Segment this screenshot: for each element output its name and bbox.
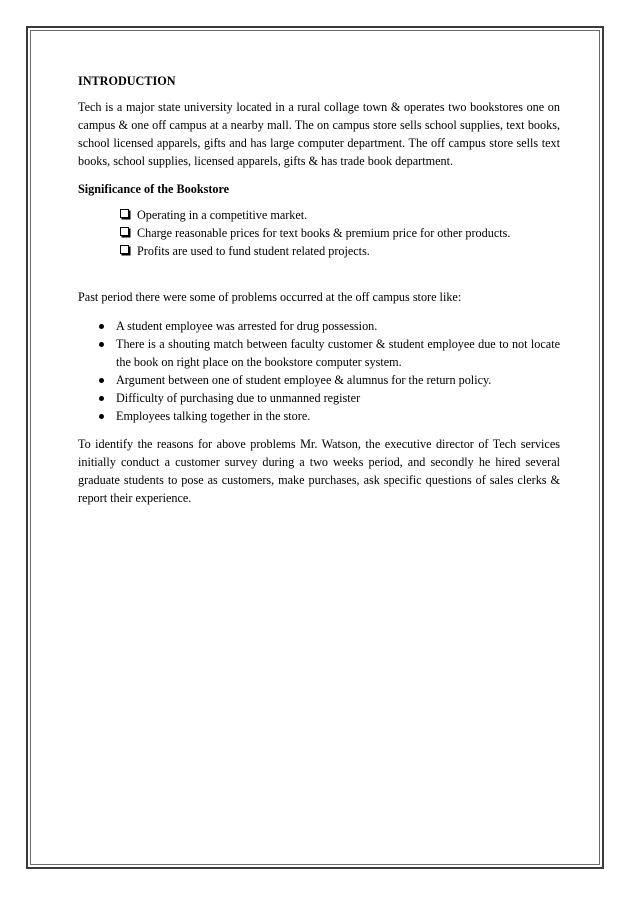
bullet-icon xyxy=(99,342,104,347)
list-item-text: Charge reasonable prices for text books & premium price for other products. xyxy=(137,226,511,240)
intro-paragraph: Tech is a major state university located in a rural collage town & operates two bookstores one on campus & one off campus at a nearby mall. The on campus store sells school supplies, text books, school licensed apparels, gifts and has large computer department. The off campus store sells text books, school supplies, licensed apparels, gifts & has trade book department. xyxy=(78,100,560,168)
closing-paragraph: To identify the reasons for above problems Mr. Watson, the executive director of Tech services initially conduct a customer survey during a two weeks period, and secondly he hired several graduate students to pose as customers, make purchases, ask specific questions of sales clerks & report their experience. xyxy=(78,437,560,505)
list-item xyxy=(98,371,560,389)
bullet-icon xyxy=(99,378,104,383)
list-item xyxy=(98,317,560,335)
list-item-text: Employees talking together in the store. xyxy=(116,409,311,423)
problems-list xyxy=(98,317,560,425)
list-item-text: Difficulty of purchasing due to unmanned register xyxy=(116,391,361,405)
list-item-text: Profits are used to fund student related projects. xyxy=(137,244,370,258)
list-item-text: Argument between one of student employee & alumnus for the return policy. xyxy=(116,373,492,387)
past-period-paragraph: Past period there were some of problems occurred at the off campus store like: xyxy=(78,290,462,304)
document-body xyxy=(78,72,560,507)
checkbox-icon xyxy=(120,227,129,236)
list-item-text: There is a shouting match between faculty customer & student employee due to not locate the book on right place on the bookstore computer system. xyxy=(116,337,560,369)
list-item xyxy=(98,389,560,407)
list-item xyxy=(98,407,560,425)
list-item xyxy=(98,335,560,371)
list-item xyxy=(120,224,560,242)
checkbox-icon xyxy=(120,245,129,254)
list-item xyxy=(120,206,560,224)
list-item-text: A student employee was arrested for drug possession. xyxy=(116,319,378,333)
section-heading: INTRODUCTION xyxy=(78,74,176,88)
checkbox-icon xyxy=(120,209,129,218)
bullet-icon xyxy=(99,396,104,401)
list-item-text: Operating in a competitive market. xyxy=(137,208,308,222)
list-item xyxy=(120,242,560,260)
bullet-icon xyxy=(99,414,104,419)
significance-list xyxy=(120,206,560,260)
bullet-icon xyxy=(99,324,104,329)
significance-heading: Significance of the Bookstore xyxy=(78,182,230,196)
